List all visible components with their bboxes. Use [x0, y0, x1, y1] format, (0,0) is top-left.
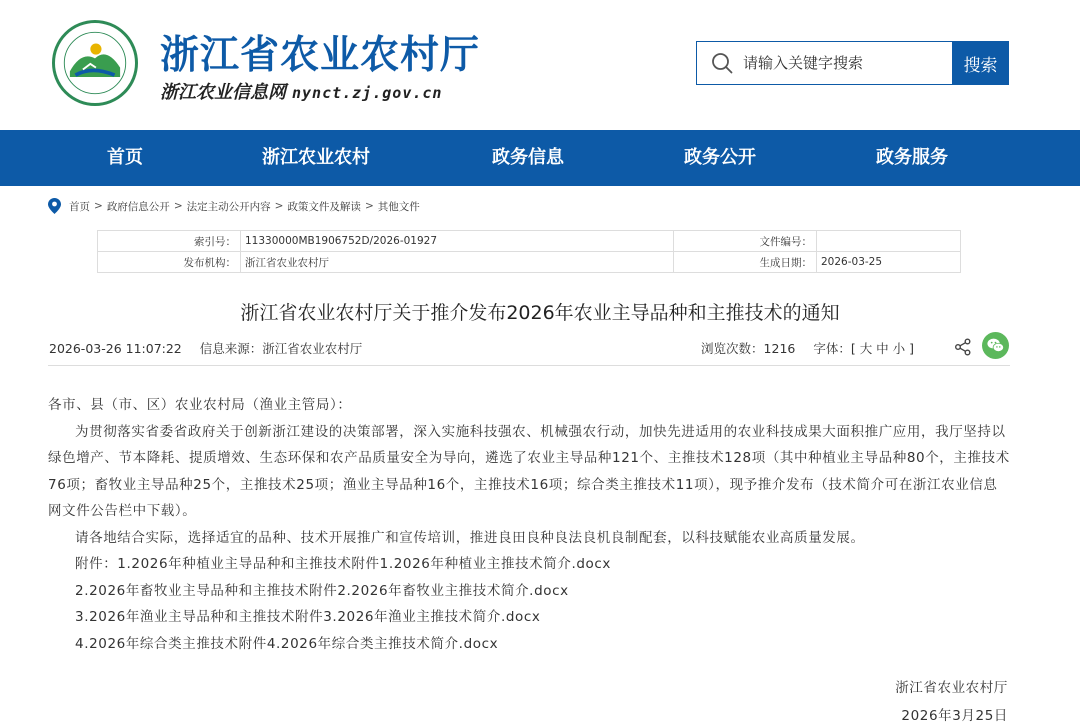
breadcrumb-policy[interactable]: 政策文件及解读	[287, 200, 361, 213]
article-title: 浙江省农业农村厅关于推介发布2026年农业主导品种和主推技术的通知	[240, 302, 840, 324]
sign-date: 2026年3月25日	[901, 708, 1008, 724]
breadcrumb-separator: >	[364, 200, 374, 212]
breadcrumb-home[interactable]: 首页	[69, 200, 90, 213]
site-subtitle	[160, 78, 442, 104]
created-date-label: 生成日期：	[674, 252, 817, 273]
site-header	[0, 0, 1080, 130]
publisher-value: 浙江省农业农村厅	[241, 252, 674, 273]
document-meta-table	[97, 230, 961, 273]
attachment-link-3[interactable]: 3.2026年渔业主导品种和主推技术附件3.2026年渔业主推技术简介.docx	[75, 609, 541, 625]
article-body	[48, 392, 1010, 657]
meta-row	[98, 231, 961, 252]
site-domain: nynct.zj.gov.cn	[292, 84, 443, 102]
paragraph-1: 为贯彻落实省委省政府关于创新浙江建设的决策部署，深入实施科技强农、机械强农行动，加快先进适用的农业科技成果大面积推广应用，我厅坚持以绿色增产、节本降耗、提质增效、生态环保和农产品质量安全为导向，遴选了农业主导品种121个、主推技术128项（其中种植业主导品种80个，主推技术76项；畜牧业主导品种25个，主推技术25项；渔业主导品种16个，主推技术16项；综合类主推技术11项），现予推介发布（技术简介可在浙江农业信息网文件公告栏中下载）。	[48, 423, 1010, 519]
site-title[interactable]: 浙江省农业农村厅	[160, 33, 481, 78]
info-source: 信息来源：浙江省农业农村厅	[199, 341, 363, 356]
breadcrumb-separator: >	[173, 200, 183, 212]
article-info-left	[49, 339, 362, 357]
publish-datetime: 2026-03-26 11:07:22	[49, 341, 182, 356]
salutation: 各市、县（市、区）农业农村局（渔业主管局）：	[48, 397, 352, 413]
index-label: 索引号：	[98, 231, 241, 252]
provincial-emblem-logo[interactable]	[52, 20, 138, 106]
nav-item-zhejiang-agriculture[interactable]: 浙江农业农村	[262, 147, 370, 168]
attachment-link-4[interactable]: 4.2026年综合类主推技术附件4.2026年综合类主推技术简介.docx	[75, 635, 499, 652]
breadcrumb-statutory[interactable]: 法定主动公开内容	[186, 200, 271, 213]
search-box	[696, 41, 952, 85]
nav-item-government-info[interactable]: 政务信息	[492, 147, 564, 168]
breadcrumb-gov-info[interactable]: 政府信息公开	[106, 200, 170, 213]
article-info-right	[701, 339, 914, 357]
paragraph-2: 请各地结合实际，选择适宜的品种、技术开展推广和宣传培训，推进良田良种良法良机良制配套，以科技赋能农业高质量发展。	[75, 529, 865, 546]
search-input[interactable]	[743, 54, 943, 72]
search-button[interactable]: 搜索	[952, 41, 1009, 85]
breadcrumb	[48, 197, 420, 215]
article-info-bar	[48, 328, 1010, 366]
search-icon	[711, 52, 733, 74]
breadcrumb-other-docs[interactable]: 其他文件	[377, 200, 420, 213]
signature: 浙江省农业农村厅	[895, 680, 1008, 696]
attachment-link-2[interactable]: 2.2026年畜牧业主导品种和主推技术附件2.2026年畜牧业主推技术简介.docx	[75, 582, 569, 599]
attachment-link-1[interactable]: 附件：1.2026年种植业主导品种和主推技术附件1.2026年种植业主推技术简介.docx	[75, 556, 612, 572]
share-icon[interactable]	[954, 338, 972, 356]
nav-item-home[interactable]: 首页	[107, 147, 143, 168]
font-size-switcher[interactable]: 字体：[ 大 中 小 ]	[813, 341, 914, 356]
nav-item-government-services[interactable]: 政务服务	[876, 147, 948, 168]
site-subtitle-text: 浙江农业信息网	[160, 82, 286, 103]
nav-item-government-disclosure[interactable]: 政务公开	[684, 147, 756, 168]
created-date-value: 2026-03-25	[817, 252, 961, 273]
meta-row	[98, 252, 961, 273]
index-value: 11330000MB1906752D/2026-01927	[241, 231, 674, 252]
wechat-icon[interactable]	[982, 332, 1009, 359]
publisher-label: 发布机构：	[98, 252, 241, 273]
view-count: 浏览次数：1216	[701, 341, 796, 356]
breadcrumb-separator: >	[274, 200, 284, 212]
location-pin-icon	[48, 198, 61, 214]
doc-number-value	[817, 231, 961, 252]
breadcrumb-separator: >	[94, 200, 103, 212]
doc-number-label: 文件编号：	[674, 231, 817, 252]
main-nav	[0, 130, 1080, 186]
